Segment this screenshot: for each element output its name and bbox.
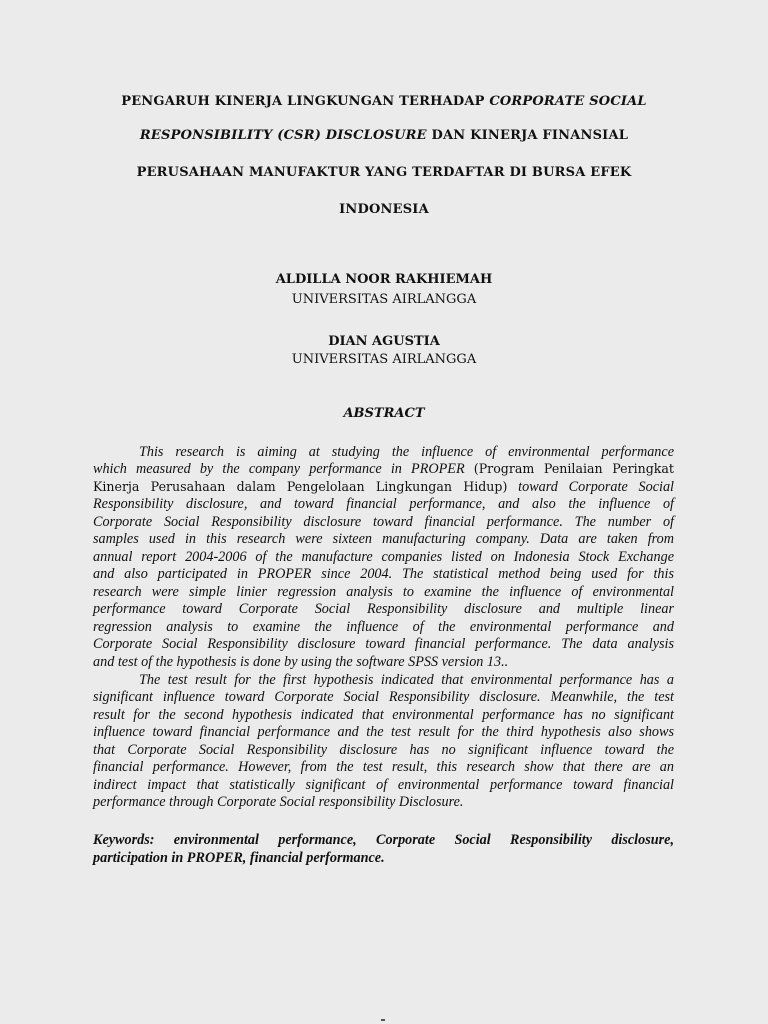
abstract-p1-line: research were simple linier regression analysis to examine the influence of environmental: [93, 584, 674, 600]
abstract-p1-line-2b: (Program Penilaian Peringkat: [473, 461, 674, 476]
author-2-name: DIAN AGUSTIA: [328, 334, 440, 349]
title-line-1-prefix: PENGARUH KINERJA LINGKUNGAN TERHADAP: [121, 94, 490, 109]
abstract-p1-line: [93, 461, 674, 478]
title-line-2-italic: RESPONSIBILITY (CSR) DISCLOSURE: [139, 128, 427, 143]
abstract-p1-line: performance toward Corporate Social Responsibility disclosure and multiple linear: [93, 601, 674, 617]
abstract-p1-line-3b: toward Corporate Social: [507, 479, 674, 495]
abstract-p2-line: result for the second hypothesis indicated that environmental performance has no significant: [93, 707, 674, 723]
abstract-p1-line-3a: Kinerja Perusahaan dalam Pengelolaan Lingkungan Hidup): [93, 479, 508, 494]
abstract-p1-line: annual report 2004-2006 of the manufacture companies listed on Indonesia Stock Exchange: [93, 549, 674, 565]
keywords-line-2: participation in PROPER, financial performance.: [93, 850, 385, 866]
keywords-line-1: Keywords: environmental performance, Corporate Social Responsibility disclosure,: [93, 832, 674, 848]
abstract-p1-line: regression analysis to examine the influence of the environmental performance and: [93, 619, 674, 635]
abstract-p1-line: Corporate Social Responsibility disclosure toward financial performance. The data analysis: [93, 636, 674, 652]
author-1-affiliation: UNIVERSITAS AIRLANGGA: [291, 292, 477, 307]
abstract-p2-line: financial performance. However, from the test result, this research show that there are an: [93, 759, 674, 775]
abstract-p1-line: and also participated in PROPER since 2004. The statistical method being used for this: [93, 566, 674, 582]
abstract-p2-line: The test result for the first hypothesis indicated that environmental performance has a: [139, 672, 674, 688]
abstract-p2-line: indirect impact that statistically significant of environmental performance toward financial: [93, 777, 674, 793]
paper-title-line-1: [0, 94, 768, 109]
abstract-p1-line: Responsibility disclosure, and toward financial performance, and also the influence of: [93, 496, 674, 512]
page-number-mark: [381, 1019, 385, 1021]
author-1-name: ALDILLA NOOR RAKHIEMAH: [275, 272, 493, 287]
abstract-p2-line: influence toward financial performance and the test result for the third hypothesis also shows: [93, 724, 674, 740]
title-line-1-italic: CORPORATE SOCIAL: [489, 94, 647, 109]
abstract-p2-line: significant influence toward Corporate Social Responsibility disclosure. Meanwhile, the test: [93, 689, 674, 705]
abstract-p2-line: that Corporate Social Responsibility disclosure has no significant influence toward the: [93, 742, 674, 758]
abstract-p1-line: samples used in this research were sixteen manufacturing company. Data are taken from: [93, 531, 674, 547]
author-2-affiliation: UNIVERSITAS AIRLANGGA: [291, 352, 477, 367]
paper-title-line-2: [0, 128, 768, 143]
abstract-p1-line-2a: which measured by the company performance in PROPER: [93, 461, 474, 477]
abstract-p1-line: This research is aiming at studying the influence of environmental performance: [139, 444, 674, 460]
abstract-p1-line: and test of the hypothesis is done by using the software SPSS version 13..: [93, 654, 509, 670]
abstract-heading: ABSTRACT: [343, 406, 425, 421]
abstract-p2-line: performance through Corporate Social responsibility Disclosure.: [93, 794, 464, 810]
paper-title-line-3: PERUSAHAAN MANUFAKTUR YANG TERDAFTAR DI BURSA EFEK: [136, 165, 632, 180]
abstract-p1-line: Corporate Social Responsibility disclosure toward financial performance. The number of: [93, 514, 674, 530]
paper-title-line-4: INDONESIA: [339, 202, 429, 217]
title-line-2-suffix: DAN KINERJA FINANSIAL: [426, 128, 629, 143]
abstract-p1-line: [93, 479, 674, 496]
